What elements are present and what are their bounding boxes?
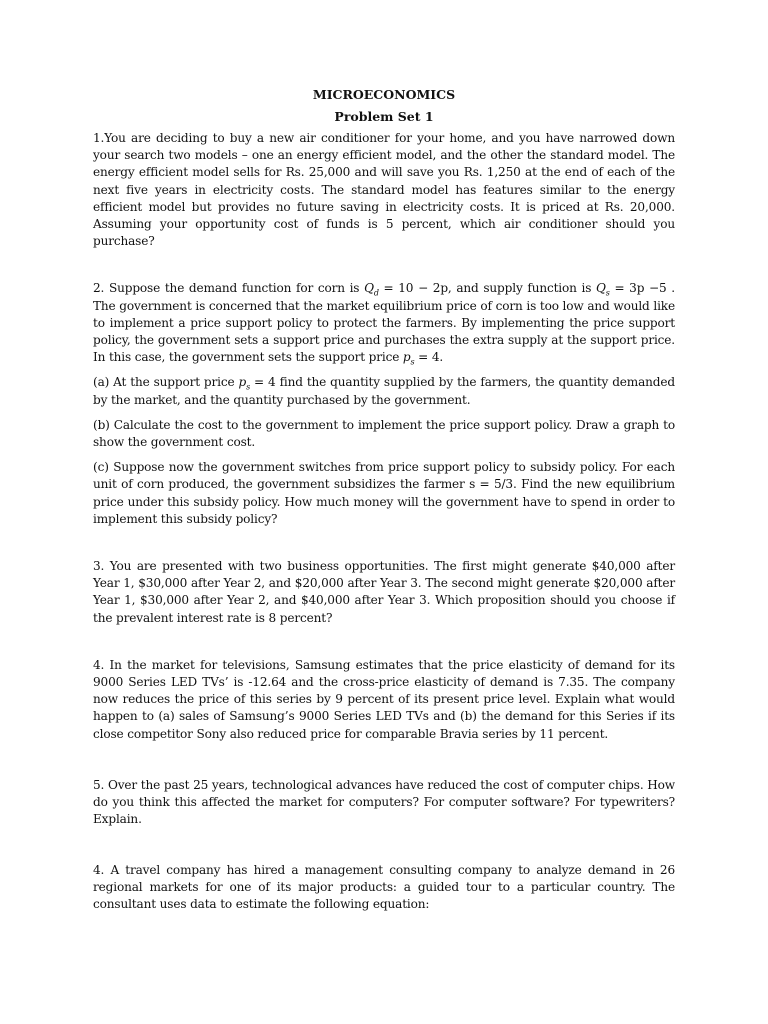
q2-intro-a: 2. Suppose the demand function for corn is [93, 281, 365, 296]
q2a-ps-symbol: p [238, 375, 247, 390]
course-title: MICROECONOMICS [312, 87, 456, 102]
question-4: 4. In the market for televisions, Samsung estimates that the price elasticity of demand for its 9000 Series LED TVs’ is -12.64 and the cross-price elasticity of demand is 7.35. The company now reduces the price of this series by 9 percent of its present price level. Explain what would happen to (a) sales of Samsung’s 9000 Series LED TVs and (b) the demand for this Series if its close competitor Sony also reduced price for comparable Bravia series by 11 percent. [93, 657, 675, 741]
problem-set-title: Problem Set 1 [334, 109, 434, 124]
question-2-part-a [93, 374, 675, 408]
question-2-intro [93, 280, 675, 366]
ps-symbol: p [402, 350, 411, 365]
question-1: 1.You are deciding to buy a new air conditioner for your home, and you have narrowed down your search two models – one an energy efficient model, and the other the standard model. The energy efficient model sells for Rs. 25,000 and will save you Rs. 1,250 at the end of each of the next five years in electricity costs. The standard model has features similar to the energy efficient model but provides no future saving in electricity costs. It is priced at Rs. 20,000. Assuming your opportunity cost of funds is 5 percent, which air conditioner should you purchase? [93, 131, 675, 249]
q2-intro-b: , and supply function is [447, 281, 597, 296]
qd-symbol: Q [364, 281, 374, 296]
ps-expression: = 4. [414, 350, 444, 365]
q2a-ps-expression: = 4 [250, 375, 276, 390]
qd-subscript: d [373, 288, 379, 298]
question-2-part-b: (b) Calculate the cost to the government to implement the price support policy. Draw a graph to show the government cost. [93, 417, 675, 450]
question-5: 5. Over the past 25 years, technological advances have reduced the cost of computer chips. How do you think this affected the market for computers? For computer software? For typewriters? Explain. [93, 777, 675, 827]
qs-subscript: s [605, 288, 610, 298]
q2-intro-c: . The government is concerned that the market equilibrium price of corn is too low and would like to implement a price support policy to protect the farmers. By implementing the price support policy, the government sets a support price and purchases the extra supply at the support price. In this case, the government sets the support price [93, 281, 675, 365]
qd-expression: = 10 − 2p [378, 281, 448, 296]
question-4-travel: 4. A travel company has hired a management consulting company to analyze demand in 26 regional markets for one of its major products: a guided tour to a particular country. The consultant uses data to estimate the following equation: [93, 862, 675, 911]
ps-subscript: s [410, 357, 415, 367]
q2a-ps-subscript: s [246, 382, 251, 392]
qs-symbol: Q [596, 281, 606, 296]
question-3: 3. You are presented with two business opportunities. The first might generate $40,000 after Year 1, $30,000 after Year 2, and $20,000 after Year 3. The second might generate $20,000 after Year 1, $30,000 after Year 2, and $40,000 after Year 3. Which proposition should you choose if the prevalent interest rate is 8 percent? [93, 559, 675, 625]
question-2-part-c: (c) Suppose now the government switches from price support policy to subsidy policy. For each unit of corn produced, the government subsidizes the farmer s = 5/3. Find the new equilibrium price under this subsidy policy. How much money will the government have to spend in order to implement this subsidy policy? [93, 460, 675, 526]
q2a-prefix: (a) At the support price [93, 375, 239, 390]
qs-expression: = 3p −5 [609, 281, 667, 296]
q2a-rest: find the quantity supplied by the farmers, the quantity demanded by the market, and the quantity purchased by the government. [93, 375, 676, 407]
document-page [93, 86, 675, 913]
